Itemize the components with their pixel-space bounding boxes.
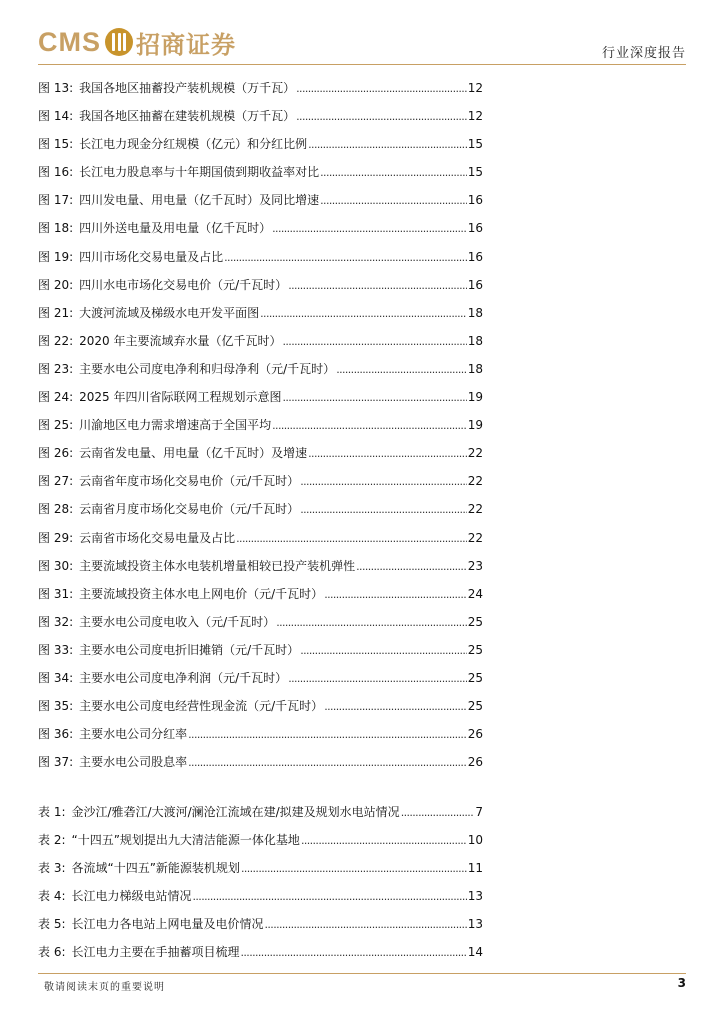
entry-title: 主要水电公司度电净利和归母净利（元/千瓦时） [79, 361, 336, 376]
entry-title: 主要水电公司度电净利润（元/千瓦时） [79, 670, 288, 685]
entry-number: 图 26: [38, 446, 74, 461]
entry-title: 我国各地区抽蓄在建装机规模（万千瓦） [79, 109, 296, 124]
entry-number: 表 6: [38, 945, 66, 960]
entry-title: 长江电力梯级电站情况 [71, 889, 192, 904]
dot-leader [188, 721, 467, 749]
figure-list [38, 74, 483, 776]
entry-number: 图 25: [38, 418, 74, 433]
entry-title: 2020 年主要流域弃水量（亿千瓦时） [79, 333, 282, 348]
entry-page-number: 16 [467, 277, 483, 292]
logo-chinese-name: 招商证券 [136, 30, 236, 59]
figure-entry[interactable] [38, 130, 483, 158]
logo-text: CMS [38, 26, 101, 57]
dot-leader [320, 159, 467, 187]
entry-number: 图 36: [38, 727, 74, 742]
entry-number: 图 24: [38, 390, 74, 405]
entry-page-number: 25 [467, 670, 483, 685]
dot-leader [241, 939, 467, 967]
entry-page-number: 22 [467, 446, 483, 461]
entry-number: 图 31: [38, 586, 74, 601]
table-entry[interactable] [38, 882, 483, 910]
entry-number: 图 17: [38, 193, 74, 208]
figure-entry[interactable] [38, 664, 483, 692]
figure-entry[interactable] [38, 411, 483, 439]
figure-entry[interactable] [38, 636, 483, 664]
entry-title: 主要水电公司分红率 [79, 727, 188, 742]
footer-divider [38, 973, 686, 974]
entry-page-number: 19 [467, 390, 483, 405]
entry-page-number: 7 [475, 805, 483, 819]
entry-page-number: 16 [467, 193, 483, 208]
dot-leader [288, 272, 467, 300]
figure-entry[interactable] [38, 495, 483, 523]
dot-leader [283, 384, 467, 412]
entry-title: 云南省市场化交易电量及占比 [79, 530, 236, 545]
entry-number: 表 4: [38, 889, 66, 904]
entry-number: 图 15: [38, 137, 74, 152]
entry-page-number: 16 [467, 249, 483, 264]
entry-title: 主要水电公司度电经营性现金流（元/千瓦时） [79, 699, 324, 714]
entry-page-number: 13 [467, 889, 483, 904]
entry-page-number: 15 [467, 165, 483, 180]
entry-title: 云南省发电量、用电量（亿千瓦时）及增速 [79, 446, 308, 461]
entry-title: 四川水电市场化交易电价（元/千瓦时） [79, 277, 288, 292]
dot-leader [224, 244, 467, 272]
entry-page-number: 22 [467, 530, 483, 545]
figure-entry[interactable] [38, 580, 483, 608]
entry-number: 图 28: [38, 502, 74, 517]
dot-leader [336, 356, 467, 384]
dot-leader [276, 609, 467, 637]
entry-title: 长江电力各电站上网电量及电价情况 [71, 917, 264, 932]
entry-page-number: 23 [467, 558, 483, 573]
page-header [0, 0, 724, 70]
entry-number: 图 21: [38, 305, 74, 320]
entry-title: 长江电力现金分红规模（亿元）和分红比例 [79, 137, 308, 152]
entry-number: 图 22: [38, 333, 74, 348]
entry-page-number: 22 [467, 502, 483, 517]
figure-entry[interactable] [38, 102, 483, 130]
page-number: 3 [677, 976, 686, 990]
entry-number: 表 3: [38, 861, 66, 876]
figure-entry[interactable] [38, 748, 483, 776]
figure-entry[interactable] [38, 299, 483, 327]
entry-page-number: 12 [467, 81, 483, 95]
entry-number: 表 1: [38, 805, 66, 819]
dot-leader [324, 581, 467, 609]
entry-page-number: 13 [467, 917, 483, 932]
figure-entry[interactable] [38, 186, 483, 214]
entry-page-number: 24 [467, 586, 483, 601]
entry-title: 主要水电公司度电折旧摊销（元/千瓦时） [79, 642, 300, 657]
dot-leader [283, 328, 467, 356]
table-entry[interactable] [38, 910, 483, 938]
entry-page-number: 25 [467, 614, 483, 629]
entry-title: 我国各地区抽蓄投产装机规模（万千瓦） [79, 81, 296, 95]
report-type: 行业深度报告 [601, 46, 686, 61]
entry-page-number: 25 [467, 699, 483, 714]
table-entry[interactable] [38, 826, 483, 854]
figure-entry[interactable] [38, 271, 483, 299]
entry-number: 表 5: [38, 917, 66, 932]
entry-page-number: 15 [467, 137, 483, 152]
entry-title: 主要流域投资主体水电装机增量相较已投产装机弹性 [79, 558, 356, 573]
entry-title: 云南省年度市场化交易电价（元/千瓦时） [79, 474, 300, 489]
dot-leader [265, 911, 467, 939]
header-divider [38, 64, 686, 65]
entry-page-number: 18 [467, 305, 483, 320]
entry-number: 图 29: [38, 530, 74, 545]
figure-entry[interactable] [38, 720, 483, 748]
dot-leader [260, 300, 467, 328]
entry-number: 图 33: [38, 642, 74, 657]
figure-entry[interactable] [38, 383, 483, 411]
entry-number: 图 34: [38, 670, 74, 685]
entry-page-number: 18 [467, 333, 483, 348]
entry-title: 各流域“十四五”新能源装机规划 [71, 861, 240, 876]
entry-title: 长江电力主要在手抽蓄项目梳理 [71, 945, 240, 960]
entry-title: 四川外送电量及用电量（亿千瓦时） [79, 221, 272, 236]
entry-page-number: 22 [467, 474, 483, 489]
entry-number: 图 19: [38, 249, 74, 264]
entry-title: 2025 年四川省际联网工程规划示意图 [79, 390, 282, 405]
dot-leader [193, 883, 467, 911]
figure-entry[interactable] [38, 552, 483, 580]
figure-entry[interactable] [38, 214, 483, 242]
entry-number: 图 18: [38, 221, 74, 236]
entry-page-number: 26 [467, 755, 483, 770]
entry-page-number: 11 [467, 861, 483, 876]
entry-number: 图 23: [38, 361, 74, 376]
entry-title: 川渝地区电力需求增速高于全国平均 [79, 418, 272, 433]
entry-title: 四川市场化交易电量及占比 [79, 249, 224, 264]
logo-emblem-icon [105, 28, 133, 56]
entry-number: 图 16: [38, 165, 74, 180]
figure-entry[interactable] [38, 608, 483, 636]
entry-page-number: 25 [467, 642, 483, 657]
dot-leader [301, 827, 467, 855]
company-logo [38, 26, 236, 58]
entry-page-number: 19 [467, 418, 483, 433]
entry-page-number: 18 [467, 361, 483, 376]
entry-number: 图 27: [38, 474, 74, 489]
figure-entry[interactable] [38, 524, 483, 552]
dot-leader [324, 693, 467, 721]
figure-entry[interactable] [38, 243, 483, 271]
entry-number: 图 30: [38, 558, 74, 573]
entry-title: 金沙江/雅砻江/大渡河/澜沧江流域在建/拟建及规划水电站情况 [71, 805, 400, 819]
entry-number: 表 2: [38, 833, 66, 848]
table-entry[interactable] [38, 938, 483, 966]
figure-entry[interactable] [38, 467, 483, 495]
entry-title: 主要水电公司股息率 [79, 755, 188, 770]
dot-leader [300, 468, 467, 496]
dot-leader [272, 215, 467, 243]
entry-page-number: 12 [467, 109, 483, 124]
dot-leader [356, 553, 467, 581]
entry-number: 图 35: [38, 699, 74, 714]
figure-entry[interactable] [38, 74, 483, 102]
entry-page-number: 10 [467, 833, 483, 848]
figure-entry[interactable] [38, 158, 483, 186]
entry-title: 云南省月度市场化交易电价（元/千瓦时） [79, 502, 300, 517]
dot-leader [272, 412, 467, 440]
entry-title: 四川发电量、用电量（亿千瓦时）及同比增速 [79, 193, 320, 208]
figure-entry[interactable] [38, 439, 483, 467]
dot-leader [401, 799, 475, 827]
dot-leader [300, 637, 467, 665]
dot-leader [236, 525, 467, 553]
figure-entry[interactable] [38, 692, 483, 720]
entry-number: 图 37: [38, 755, 74, 770]
entry-page-number: 14 [467, 945, 483, 960]
footer-disclaimer: 敬请阅读末页的重要说明 [44, 982, 165, 993]
figure-entry[interactable] [38, 327, 483, 355]
dot-leader [320, 187, 467, 215]
dot-leader [296, 75, 467, 103]
dot-leader [300, 496, 467, 524]
dot-leader [308, 440, 467, 468]
entry-title: 主要流域投资主体水电上网电价（元/千瓦时） [79, 586, 324, 601]
entry-title: 长江电力股息率与十年期国债到期收益率对比 [79, 165, 320, 180]
dot-leader [288, 665, 467, 693]
dot-leader [296, 103, 467, 131]
entry-title: “十四五”规划提出九大清洁能源一体化基地 [71, 833, 300, 848]
entry-title: 主要水电公司度电收入（元/千瓦时） [79, 614, 276, 629]
figure-entry[interactable] [38, 355, 483, 383]
table-list [38, 798, 483, 967]
table-entry[interactable] [38, 798, 483, 826]
entry-title: 大渡河流域及梯级水电开发平面图 [79, 305, 260, 320]
entry-number: 图 20: [38, 277, 74, 292]
entry-number: 图 32: [38, 614, 74, 629]
dot-leader [308, 131, 467, 159]
table-entry[interactable] [38, 854, 483, 882]
entry-page-number: 16 [467, 221, 483, 236]
entry-number: 图 13: [38, 81, 74, 95]
entry-page-number: 26 [467, 727, 483, 742]
entry-number: 图 14: [38, 109, 74, 124]
dot-leader [188, 749, 467, 777]
dot-leader [241, 855, 467, 883]
